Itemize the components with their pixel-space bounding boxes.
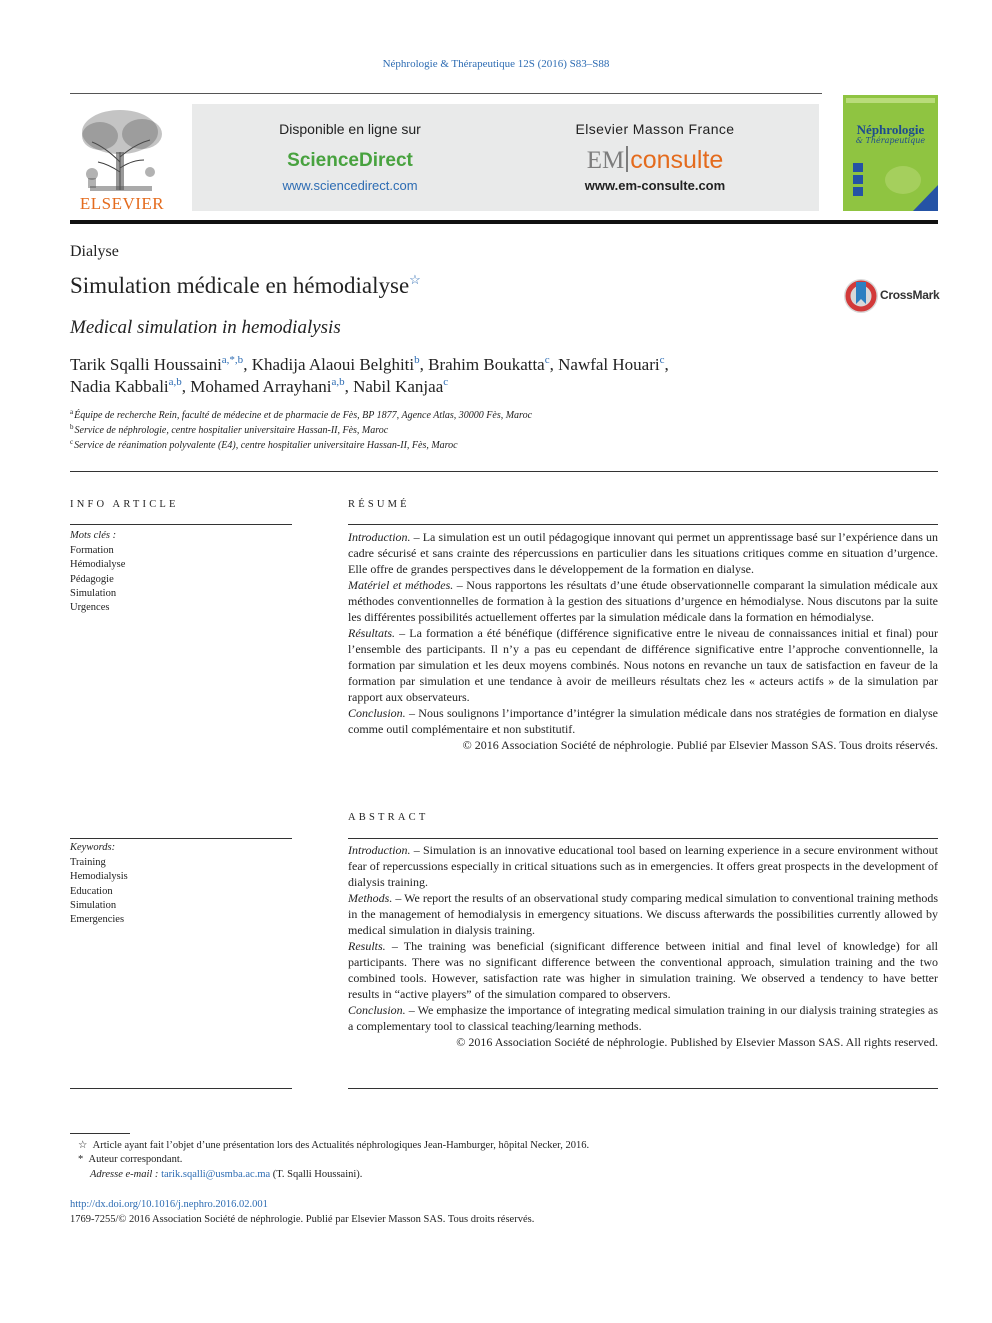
paragraph-label: Matériel et méthodes. bbox=[348, 578, 454, 592]
cover-subtitle: & Thérapeutique bbox=[855, 136, 926, 145]
abstract-paragraph bbox=[348, 890, 938, 938]
sciencedirect-logo[interactable]: ScienceDirect bbox=[287, 150, 413, 171]
paragraph-text: – Simulation is an innovative educational tool based on learning experience in a secure environment without fear of repercussions especially in critical situations such as in emergencies. It offers great prospects in the development of dialysis training. bbox=[348, 843, 938, 889]
affiliation-text: Service de réanimation polyvalente (E4), centre hospitalier universitaire Hassan-II, Fès, Maroc bbox=[74, 440, 458, 451]
divider bbox=[348, 524, 938, 525]
issn-copyright: 1769-7255/© 2016 Association Société de néphrologie. Publié par Elsevier Masson SAS. Tous droits réservés. bbox=[70, 1214, 535, 1225]
crossmark-label[interactable]: CrossMark bbox=[880, 288, 940, 302]
paragraph-label: Methods. bbox=[348, 891, 393, 905]
paragraph-label: Introduction. bbox=[348, 530, 411, 544]
resume-paragraph bbox=[348, 577, 938, 625]
abstract-body bbox=[348, 842, 938, 1050]
affiliation-letter: c bbox=[70, 438, 74, 446]
divider bbox=[348, 1088, 938, 1089]
footnote-email bbox=[90, 1169, 362, 1180]
paragraph-text: – We emphasize the importance of integrating medical simulation training in our dialysis training strategies as a complementary tool to classical teaching/learning methods. bbox=[348, 1003, 938, 1033]
journal-citation-link[interactable]: Néphrologie & Thérapeutique 12S (2016) S83–S88 bbox=[382, 58, 610, 70]
resume-heading: RÉSUMÉ bbox=[348, 499, 410, 510]
paragraph-text: – La simulation est un outil pédagogique innovant qui permet un apprentissage basé sur l’expérience dans un cadre sécurisé et sans crainte des répercussions en particulier dans les situations critiques comme en situation d’urgence. Elle offre de grandes perspectives dans le développement de la formation en dialyse. bbox=[348, 530, 938, 576]
paragraph-label: Results. bbox=[348, 939, 386, 953]
sd-available-label: Disponible en ligne sur bbox=[279, 121, 421, 137]
paragraph-text: – Nous soulignons l’importance d’intégrer la simulation médicale dans nos stratégies de formation en dialyse comme outil complémentaire et non substitutif. bbox=[348, 706, 938, 736]
paragraph-label: Conclusion. bbox=[348, 706, 406, 720]
keywords-label: Keywords: bbox=[70, 842, 116, 853]
elsevier-wordmark: ELSEVIER bbox=[79, 194, 165, 213]
article-subtitle: Medical simulation in hemodialysis bbox=[70, 317, 341, 338]
paragraph-text: – The training was beneficial (significant difference between initial and final level of knowledge) for all participants. There was no significant difference between the conventional approach, simulation training and the two combined tools. However, satisfaction rate was higher in simulation training. We observed a tendency to have better results in “active players” of the simulation compared to observers. bbox=[348, 939, 938, 1001]
divider bbox=[348, 838, 938, 839]
footnote-asterisk-icon: * bbox=[78, 1154, 84, 1165]
abstract-paragraph bbox=[348, 842, 938, 890]
article-title bbox=[70, 272, 421, 299]
author-affiliation-ref[interactable]: c bbox=[659, 354, 665, 366]
resume-paragraph bbox=[348, 705, 938, 737]
em-logo-part2: consulte bbox=[630, 146, 724, 174]
header-bottom-rule bbox=[70, 220, 938, 224]
resume-body bbox=[348, 529, 938, 753]
divider bbox=[70, 1088, 292, 1089]
author-affiliation-ref[interactable]: a,b bbox=[331, 376, 345, 388]
author-affiliation-ref[interactable]: c bbox=[544, 354, 550, 366]
title-footnote-star-icon[interactable]: ☆ bbox=[409, 272, 421, 287]
divider bbox=[70, 838, 292, 839]
divider bbox=[70, 524, 292, 525]
paragraph-text: – We report the results of an observational study comparing medical simulation to conventional training methods in the management of hemodialysis in emergency situations. We discuss afterwards the possibilities currently allowed by medical simulation in dialysis training. bbox=[348, 891, 938, 937]
affiliation-letter: b bbox=[70, 423, 74, 431]
resume-paragraph bbox=[348, 529, 938, 577]
author-list-line-1: Tarik Sqalli Houssaini$^{a,*,b}$, Khadija Alaoui Belghiti$^b$, Brahim Boukatta$^c$, Nawfal Houari$^c$, bbox=[70, 354, 669, 374]
author-name[interactable]: Tarik Sqalli Houssaini bbox=[70, 355, 222, 374]
keywords-list bbox=[70, 856, 128, 927]
em-logo-part1: EM bbox=[586, 147, 625, 174]
abstract-heading: ABSTRACT bbox=[348, 812, 429, 823]
affiliation-c bbox=[70, 438, 458, 451]
author-affiliation-ref[interactable]: c bbox=[443, 376, 449, 388]
author-name[interactable]: Nawfal Houari bbox=[558, 355, 660, 374]
abstract-copyright: © 2016 Association Société de néphrologie. Published by Elsevier Masson SAS. All rights reserved. bbox=[456, 1035, 938, 1049]
abstract-paragraph bbox=[348, 938, 938, 1002]
mots-cles-label: Mots clés : bbox=[70, 530, 117, 541]
header-top-rule bbox=[70, 93, 822, 94]
email-label: Adresse e-mail : bbox=[90, 1169, 159, 1180]
paragraph-text: – La formation a été bénéfique (différence significative entre le niveau de connaissances initial et final) pour l’ensemble des participants. Il n’y a pas eu cependant de différence significative entre l’approche conventionnelle, la formation par simulation et les deux moyens combinés. Nous notons en revanche un taux de satisfaction en faveur de la formation par simulation et une tendance à avoir de meilleurs résultats chez les « acteurs actifs » de la simulation par rapport aux observateurs. bbox=[348, 626, 938, 704]
cover-title: Néphrologie bbox=[856, 122, 925, 137]
keyword-item: Urgences bbox=[70, 602, 110, 614]
keyword-item: Pédagogie bbox=[70, 573, 114, 585]
journal-cover-thumbnail[interactable] bbox=[843, 95, 938, 211]
sciencedirect-link[interactable]: www.sciencedirect.com bbox=[282, 178, 418, 193]
mots-cles-list bbox=[70, 544, 125, 615]
email-link[interactable]: tarik.sqalli@usmba.ac.ma bbox=[161, 1169, 271, 1180]
footnote-star-icon: ☆ bbox=[78, 1140, 88, 1151]
keyword-item: Hemodialysis bbox=[70, 871, 128, 883]
author-name[interactable]: Mohamed Arrayhani bbox=[190, 377, 332, 396]
footnote-text: Article ayant fait l’objet d’une présentation lors des Actualités néphrologiques Jean-Hamburger, hôpital Necker, 2016. bbox=[92, 1140, 590, 1151]
info-article-heading: INFO ARTICLE bbox=[70, 499, 179, 510]
divider bbox=[70, 471, 938, 472]
em-logo-divider bbox=[626, 146, 628, 172]
affiliation-text: Service de néphrologie, centre hospitalier universitaire Hassan-II, Fès, Maroc bbox=[74, 425, 389, 436]
keyword-item: Formation bbox=[70, 545, 114, 556]
author-name[interactable]: Brahim Boukatta bbox=[428, 355, 545, 374]
paragraph-text: – Nous rapportons les résultats d’une étude observationnelle comparant la simulation médicale aux méthodes conventionnelles de formation à la gestion des situations d’urgence en hémodialyse. Nous discutons par la suite les différentes possibilités actuellement offertes par la simulation médicale dans la formation en hémodialyse. bbox=[348, 578, 938, 624]
author-affiliation-ref[interactable]: a,*,b bbox=[221, 354, 244, 366]
email-owner: (T. Sqalli Houssaini). bbox=[272, 1169, 363, 1180]
paragraph-label: Introduction. bbox=[348, 843, 411, 857]
keyword-item: Hémodialyse bbox=[70, 559, 126, 571]
keyword-item: Training bbox=[70, 857, 106, 868]
keyword-item: Emergencies bbox=[70, 914, 125, 926]
doi-link[interactable]: http://dx.doi.org/10.1016/j.nephro.2016.02.001 bbox=[70, 1199, 268, 1210]
author-name[interactable]: Nabil Kanjaa bbox=[353, 377, 444, 396]
affiliation-b bbox=[70, 423, 388, 436]
footnote-text: Auteur correspondant. bbox=[88, 1154, 183, 1165]
footnote-corresponding bbox=[78, 1154, 182, 1165]
author-affiliation-ref[interactable]: b bbox=[414, 354, 420, 366]
affiliation-text: Équipe de recherche Rein, faculté de médecine et de pharmacie de Fès, BP 1877, Agence Atlas, 30000 Fès, Maroc bbox=[74, 410, 533, 421]
affiliation-letter: a bbox=[70, 408, 74, 416]
article-title-text: Simulation médicale en hémodialyse bbox=[70, 273, 410, 298]
author-affiliation-ref[interactable]: a,b bbox=[168, 376, 182, 388]
footnote-rule bbox=[70, 1133, 130, 1134]
resume-paragraph bbox=[348, 625, 938, 705]
keyword-item: Education bbox=[70, 885, 113, 897]
keyword-item: Simulation bbox=[70, 587, 117, 599]
emconsulte-link[interactable]: www.em-consulte.com bbox=[584, 178, 726, 193]
footnote-presentation bbox=[78, 1139, 589, 1151]
author-list-line-2: Nadia Kabbali$^{a,b}$, Mohamed Arrayhani$^{a,b}$, Nabil Kanjaa$^c$ bbox=[70, 376, 449, 396]
cover-art bbox=[843, 95, 938, 211]
resume-copyright: © 2016 Association Société de néphrologie. Publié par Elsevier Masson SAS. Tous droits réservés. bbox=[462, 738, 938, 752]
paragraph-label: Résultats. bbox=[348, 626, 395, 640]
paragraph-label: Conclusion. bbox=[348, 1003, 406, 1017]
keyword-item: Simulation bbox=[70, 899, 117, 911]
em-publisher-label: Elsevier Masson France bbox=[575, 121, 735, 137]
author-name[interactable]: Khadija Alaoui Belghiti bbox=[251, 355, 415, 374]
abstract-paragraph bbox=[348, 1002, 938, 1034]
affiliation-a bbox=[70, 408, 532, 421]
author-name[interactable]: Nadia Kabbali bbox=[70, 377, 169, 396]
section-label: Dialyse bbox=[70, 243, 119, 260]
emconsulte-logo[interactable] bbox=[540, 146, 770, 175]
